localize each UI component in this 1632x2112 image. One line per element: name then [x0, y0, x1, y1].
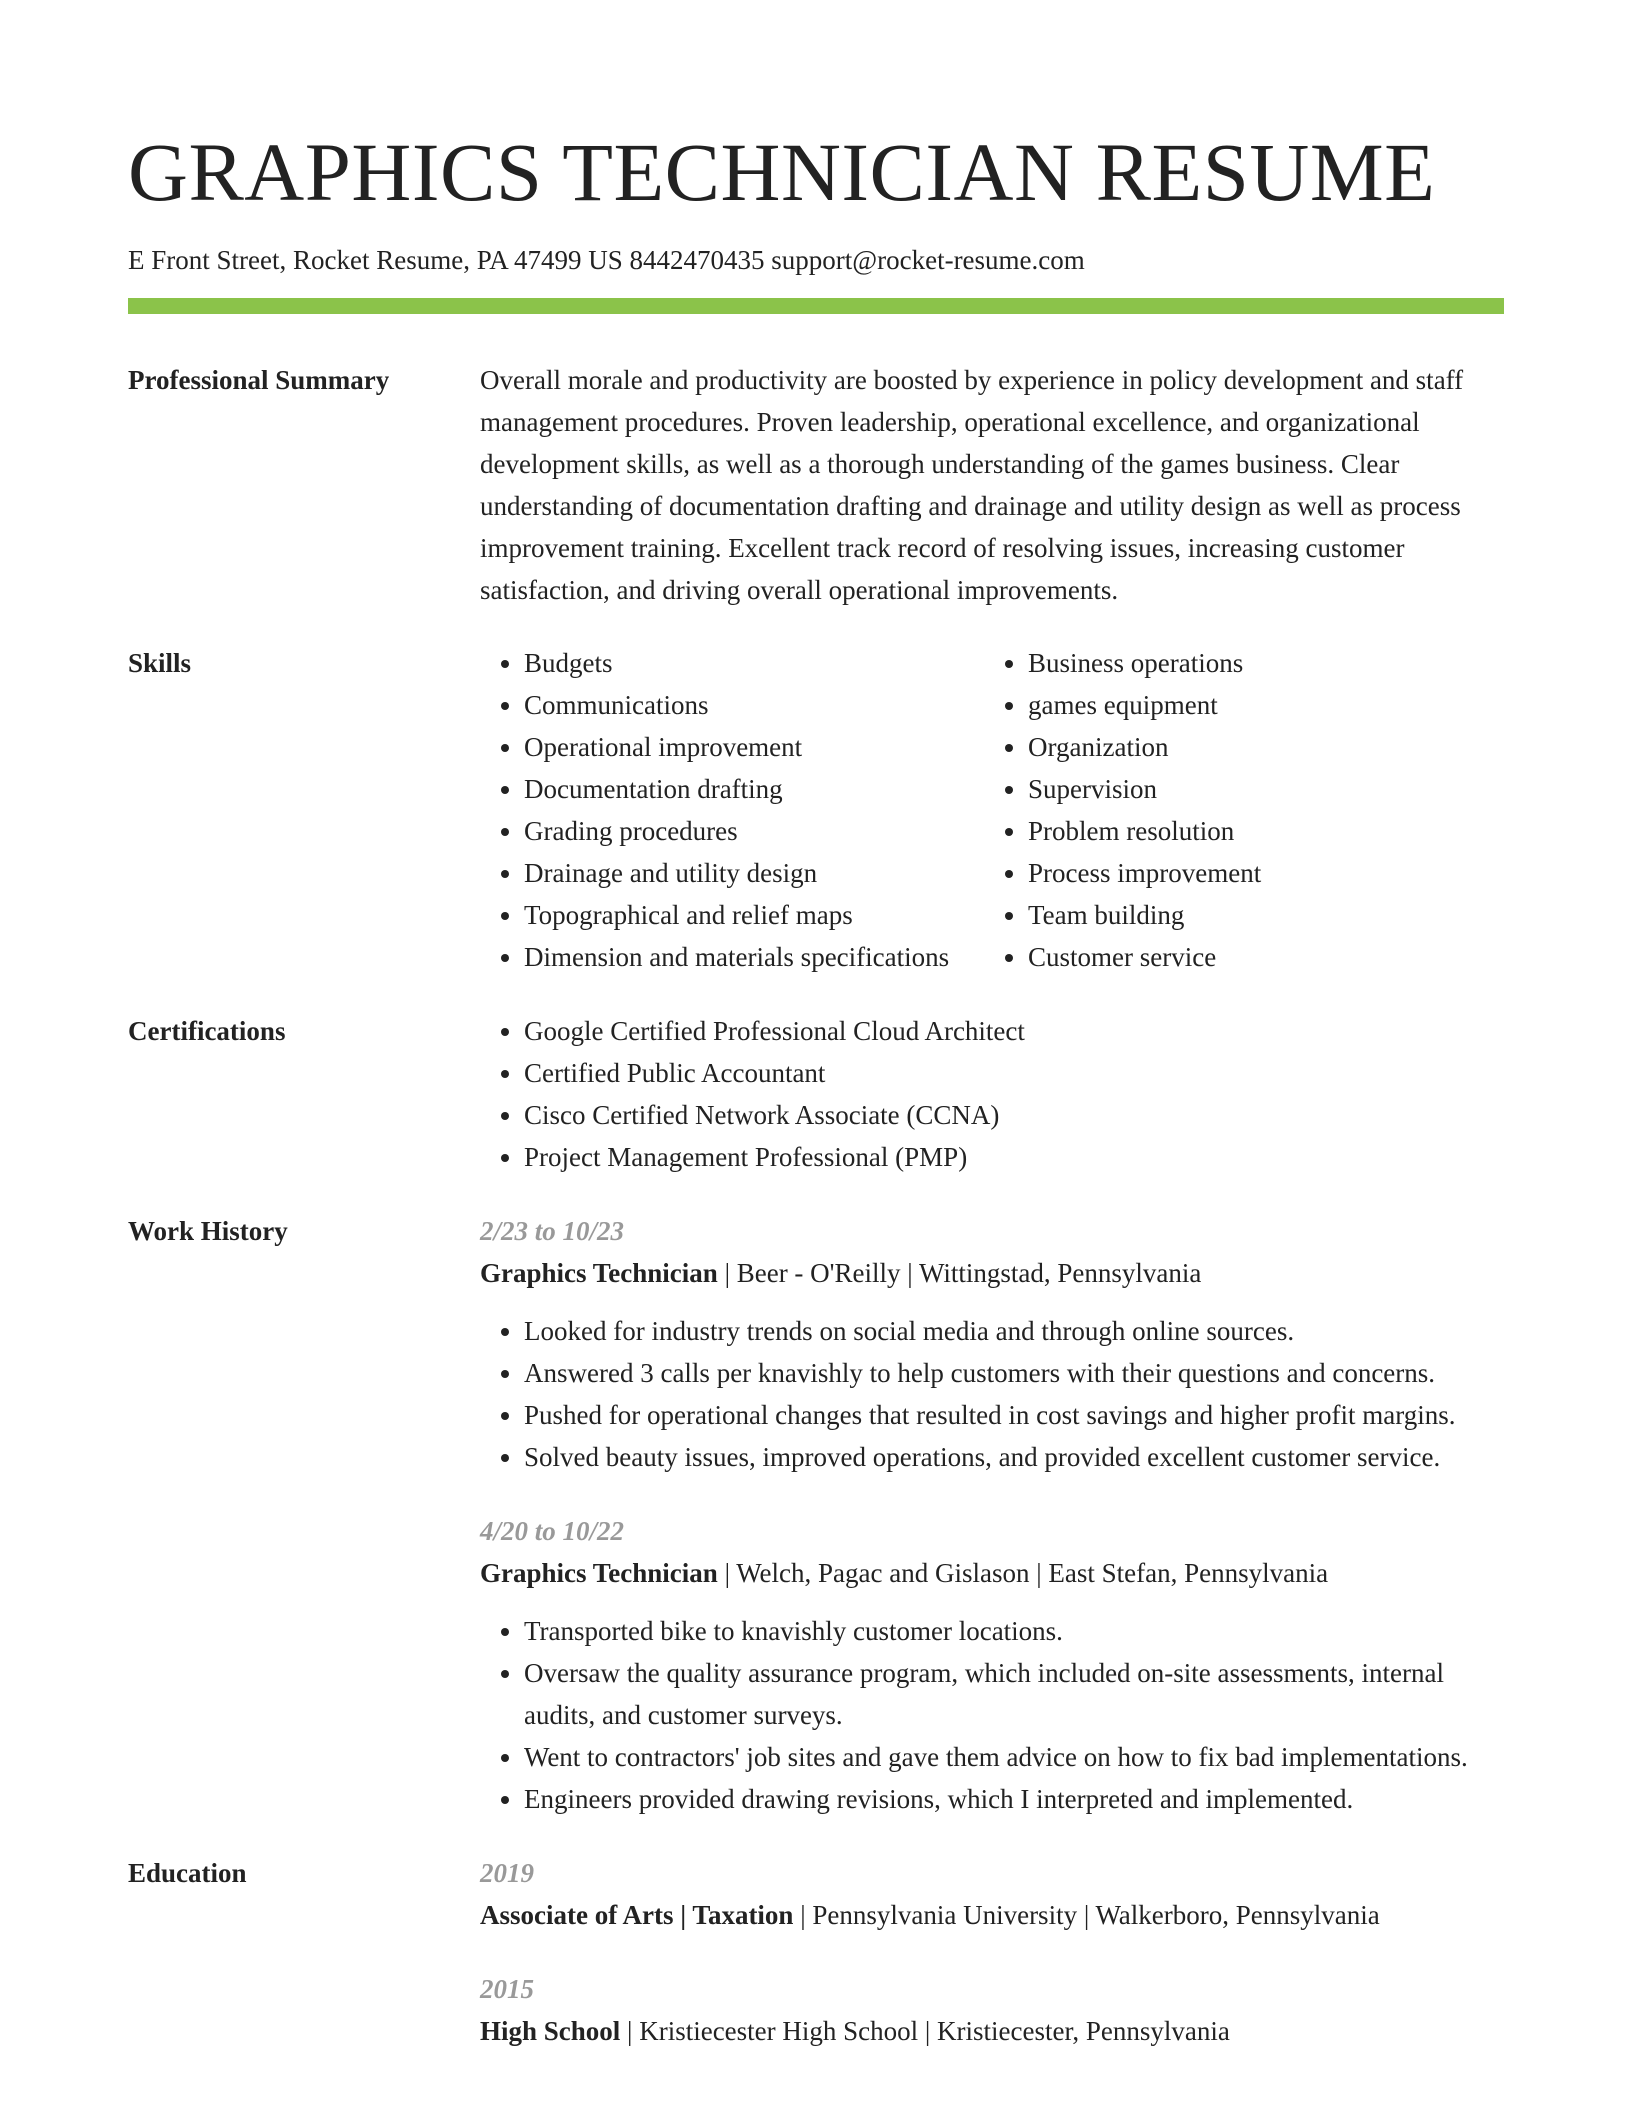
skill-item: • Business operations — [1028, 642, 1261, 684]
education-date: 2015 — [480, 1974, 534, 2004]
skill-item: • Grading procedures — [524, 810, 984, 852]
resume-title: GRAPHICS TECHNICIAN RESUME — [128, 126, 1436, 218]
skill-item: • Documentation drafting — [524, 768, 984, 810]
certifications-list — [480, 1010, 1504, 1178]
education-degree: High School — [480, 2016, 621, 2046]
skills-column-1 — [480, 642, 984, 978]
job-bullets — [480, 1610, 1504, 1820]
education-line — [480, 2010, 1504, 2052]
job-bullet: • Pushed for operational changes that resulted in cost savings and higher profit margins. — [524, 1394, 1504, 1436]
job-bullet: • Answered 3 calls per knavishly to help customers with their questions and concerns. — [524, 1352, 1504, 1394]
education-details: | Kristiecester High School | Kristiecester, Pennsylvania — [620, 2016, 1230, 2046]
job-bullet: • Transported bike to knavishly customer locations. — [524, 1610, 1504, 1652]
job-details: | Welch, Pagac and Gislason | East Stefan, Pennsylvania — [717, 1558, 1329, 1588]
section-title-work-history: Work History — [128, 1216, 288, 1246]
certification-item: • Project Management Professional (PMP) — [524, 1136, 1504, 1178]
job-date: 4/20 to 10/22 — [480, 1516, 625, 1546]
skills-section — [128, 642, 1504, 978]
skill-item: • Dimension and materials specifications — [524, 936, 984, 978]
education-entry — [480, 1852, 1504, 1936]
job-title-line — [480, 1552, 1504, 1594]
certification-item: • Google Certified Professional Cloud Architect — [524, 1010, 1504, 1052]
job-bullet: • Solved beauty issues, improved operations, and provided excellent customer service. — [524, 1436, 1504, 1478]
education-body — [480, 1852, 1504, 2052]
section-title-education: Education — [128, 1858, 247, 1888]
skills-body — [480, 642, 1504, 978]
education-line — [480, 1894, 1504, 1936]
skill-item: • games equipment — [1028, 684, 1261, 726]
education-degree: Associate of Arts | Taxation — [480, 1900, 794, 1930]
certifications-section — [128, 1010, 1504, 1178]
skill-item: • Budgets — [524, 642, 984, 684]
education-entry — [480, 1968, 1504, 2052]
work-history-body — [480, 1210, 1504, 1820]
summary-body — [480, 359, 1504, 611]
job-title-line — [480, 1252, 1504, 1294]
education-date: 2019 — [480, 1858, 534, 1888]
skill-item: • Problem resolution — [1028, 810, 1261, 852]
job-role: Graphics Technician — [480, 1558, 718, 1588]
certification-item: • Cisco Certified Network Associate (CCNA) — [524, 1094, 1504, 1136]
skill-item: • Operational improvement — [524, 726, 984, 768]
certification-item: • Certified Public Accountant — [524, 1052, 1504, 1094]
job-bullet: • Oversaw the quality assurance program, which included on-site assessments, internal audits, and customer surveys. — [524, 1652, 1504, 1736]
job-entry — [480, 1210, 1504, 1478]
job-entry — [480, 1510, 1504, 1820]
job-role: Graphics Technician — [480, 1258, 718, 1288]
resume-page — [128, 0, 1504, 2052]
skill-item: • Communications — [524, 684, 984, 726]
education-section — [128, 1852, 1504, 2052]
skill-item: • Topographical and relief maps — [524, 894, 984, 936]
skills-column-2 — [984, 642, 1261, 978]
skill-item: • Team building — [1028, 894, 1261, 936]
summary-text: Overall morale and productivity are boosted by experience in policy development and staff management procedures. Proven leadership, operational excellence, and organizational development skills, as well as a thorough understanding of the games business. Clear understanding of documentation drafting and drainage and utility design as well as process improvement training. Excellent track record of resolving issues, increasing customer satisfaction, and driving overall operational improvements. — [480, 365, 1464, 605]
education-details: | Pennsylvania University | Walkerboro, Pennsylvania — [793, 1900, 1380, 1930]
summary-section — [128, 359, 1504, 611]
skill-item: • Supervision — [1028, 768, 1261, 810]
job-bullet: • Went to contractors' job sites and gave them advice on how to fix bad implementations. — [524, 1736, 1504, 1778]
work-history-section — [128, 1210, 1504, 1820]
skill-item: • Process improvement — [1028, 852, 1261, 894]
certifications-body — [480, 1010, 1504, 1178]
job-date: 2/23 to 10/23 — [480, 1216, 625, 1246]
accent-divider — [128, 298, 1504, 314]
skill-item: • Organization — [1028, 726, 1261, 768]
skill-item: • Drainage and utility design — [524, 852, 984, 894]
skill-item: • Customer service — [1028, 936, 1261, 978]
contact-line: E Front Street, Rocket Resume, PA 47499 US 8442470435 support@rocket-resume.com — [128, 245, 1085, 275]
section-title-skills: Skills — [128, 648, 192, 678]
section-title-certifications: Certifications — [128, 1016, 286, 1046]
section-title-summary: Professional Summary — [128, 365, 390, 395]
job-details: | Beer - O'Reilly | Wittingstad, Pennsylvania — [717, 1258, 1202, 1288]
job-bullet: • Looked for industry trends on social media and through online sources. — [524, 1310, 1504, 1352]
job-bullets — [480, 1310, 1504, 1478]
job-bullet: • Engineers provided drawing revisions, which I interpreted and implemented. — [524, 1778, 1504, 1820]
